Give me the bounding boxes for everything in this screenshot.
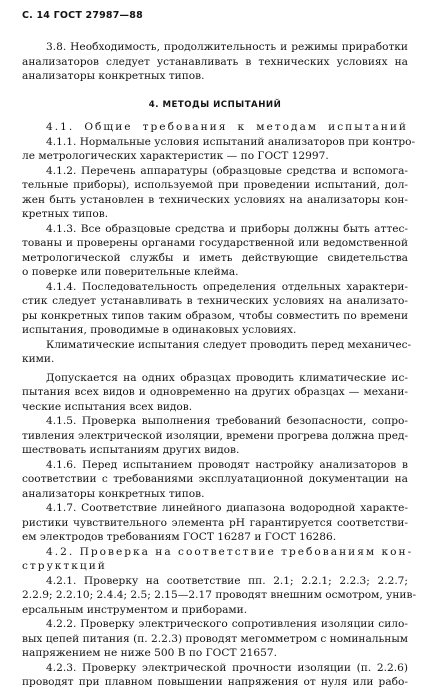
text-line: 4.1.2. Перечень аппаратуры (образцовые средства и вспомога- — [46, 164, 408, 177]
text-line: кретных типов. — [22, 208, 109, 220]
text-line: анализаторы конкретных типов. — [22, 70, 205, 82]
text-line: 2.2.9; 2.2.10; 2.4.4; 2.5; 2.15—2.17 проводят внешним осмотром, унив- — [22, 589, 417, 601]
text-line: тованы и проверены органами государственной или ведомственной — [22, 237, 408, 249]
text-line: 4.2.3. Проверку электрической прочности изоляции (п. 2.2.6) — [46, 661, 408, 674]
text-line: ры конкретных типов таким образом, чтобы совместить по времени — [22, 309, 408, 322]
text-line: 3.8. Необходимость, продолжительность и режимы приработки — [46, 41, 408, 53]
subsection-heading: 4.1. Общие требования к методам испытаний — [46, 121, 408, 133]
text-line: тельные приборы), используемой при проведении испытаний, дол- — [22, 179, 408, 191]
text-line: 4.1.7. Соответствие линейного диапазона водородной характе- — [46, 502, 408, 514]
text-line: ле метрологических характеристик — по ГОСТ 12997. — [22, 150, 329, 162]
text-line: 4.1.1. Нормальные условия испытаний анализаторов при контро- — [46, 135, 416, 148]
text-line: напряжением не ниже 500 В по ГОСТ 21657. — [22, 647, 277, 659]
text-line: жен быть установлен в технических условиях на анализаторы кон- — [22, 193, 408, 206]
text-line: ем электродов требованиям ГОСТ 16287 и ГОСТ 16286. — [22, 531, 337, 543]
text-line: Климатические испытания следует проводить перед механичес- — [46, 338, 412, 351]
text-line: 4.1.6. Перед испытанием проводят настройку анализаторов в — [46, 458, 408, 471]
text-line: соответствии с требованиями эксплуатационной документации на — [22, 473, 408, 485]
text-line: 4.1.5. Проверка выполнения требований безопасности, сопро- — [46, 415, 408, 427]
text-line: ерсальным инструментом и приборами. — [22, 603, 248, 616]
text-line: о поверке или поверительные клейма. — [22, 266, 239, 278]
text-line: Допускается на одних образцах проводить климатические ис- — [46, 371, 408, 384]
subsection-heading: структкций — [22, 560, 107, 572]
text-line: проводят при плавном повышении напряжения от нуля или рабо- — [22, 676, 408, 688]
text-line: ческие испытания всех видов. — [22, 400, 193, 413]
text-line: кими. — [22, 353, 55, 365]
text-line: испытания, проводимые в одинаковых условиях. — [22, 324, 297, 336]
text-line: стик следует устанавливать в технических условиях на анализато- — [22, 295, 408, 307]
page-header: С. 14 ГОСТ 27987—88 — [22, 10, 143, 21]
subsection-heading: 4.2. Проверка на соответствие требованиям кон- — [46, 545, 414, 558]
text-line: 4.1.3. Все образцовые средства и приборы должны быть аттес- — [46, 222, 408, 235]
text-line: метрологической службы и иметь действующие свидетельства — [22, 251, 408, 264]
text-line: пытания всех видов и одновременно на других образцах — механи- — [22, 386, 408, 398]
text-line: шествовать испытаниям других видов. — [22, 444, 240, 456]
text-line: ристики чувствительного элемента pH гарантируется соответстви- — [22, 516, 408, 529]
text-line: анализаторов следует устанавливать в технических условиях на — [22, 55, 408, 68]
text-line: вых цепей питания (п. 2.2.3) проводят мегомметром с номинальным — [22, 632, 408, 645]
text-line: 4.2.2. Проверку электрического сопротивления изоляции сило- — [46, 618, 408, 630]
text-line: анализаторы конкретных типов. — [22, 487, 205, 500]
section-title: 4. МЕТОДЫ ИСПЫТАНИЙ — [148, 99, 282, 110]
text-line: 4.1.4. Последовательность определения отдельных характери- — [46, 280, 408, 293]
text-line: тивления электрической изоляции, времени прогрева должна пред- — [22, 429, 409, 442]
text-line: 4.2.1. Проверку на соответствие пп. 2.1; 2.2.1; 2.2.3; 2.2.7; — [46, 574, 408, 587]
document-body — [22, 40, 417, 690]
